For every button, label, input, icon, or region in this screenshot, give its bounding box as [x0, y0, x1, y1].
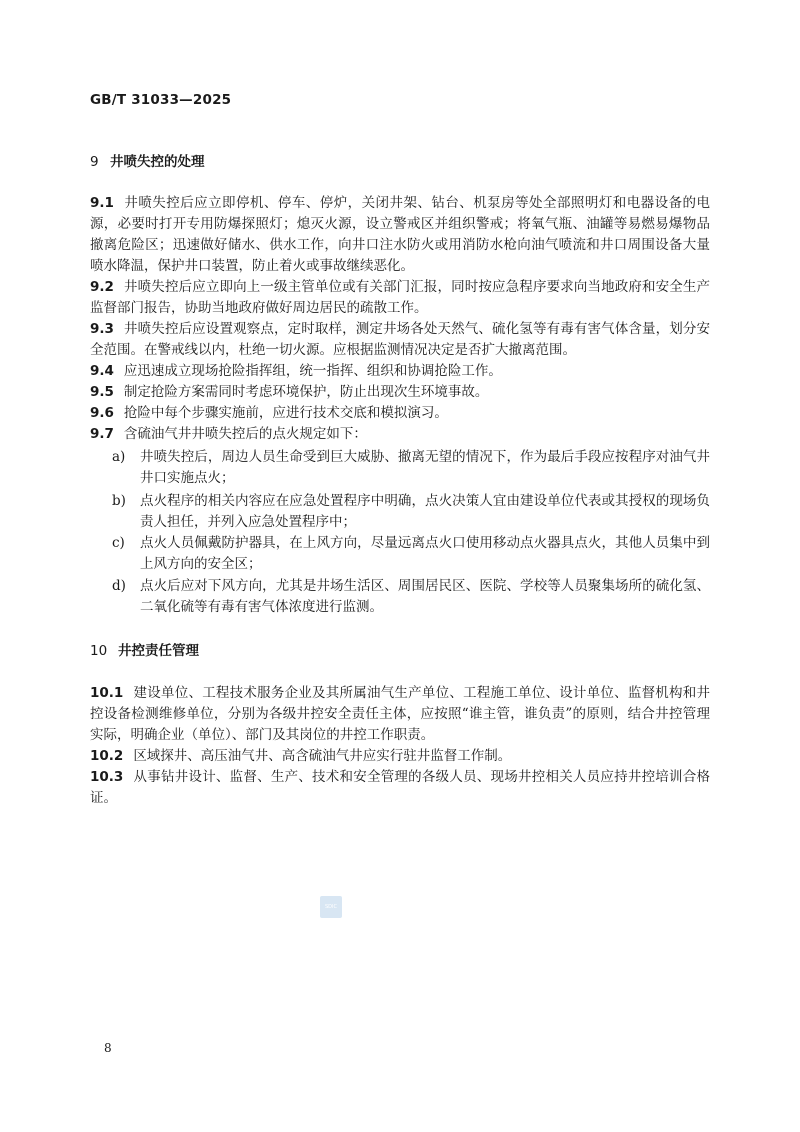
section-title: 井控责任管理	[118, 643, 199, 659]
clause-number: 9.2	[90, 279, 114, 295]
section-10-heading	[90, 639, 199, 659]
clause-text: 从事钻井设计、监督、生产、技术和安全管理的各级人员、现场井控相关人员应持井控培训合格证。	[90, 769, 710, 806]
clause-number: 9.3	[90, 321, 114, 337]
standard-code: GB/T 31033—2025	[90, 92, 232, 108]
clause-text: 建设单位、工程技术服务企业及其所属油气生产单位、工程施工单位、设计单位、监督机构和井控设备检测维修单位，分别为各级井控安全责任主体，应按照“谁主管，谁负责”的原则，结合井控管理实际，明确企业（单位）、部门及其岗位的井控工作职责。	[90, 685, 710, 743]
section-number: 10	[90, 643, 108, 659]
clause-9-6	[90, 403, 710, 424]
section-number: 9	[90, 154, 99, 170]
clause-number: 9.7	[90, 426, 114, 442]
clause-text: 井喷失控后应设置观察点，定时取样，测定井场各处天然气、硫化氢等有毒有害气体含量，划分安全范围。在警戒线以内，杜绝一切火源。应根据监测情况决定是否扩大撤离范围。	[90, 321, 710, 358]
watermark-logo: SDIC	[320, 896, 342, 918]
clause-9-5	[90, 382, 710, 403]
clause-text: 区域探井、高压油气井、高含硫油气井应实行驻井监督工作制。	[133, 748, 512, 764]
item-marker: a)	[112, 449, 126, 465]
clause-number: 10.1	[90, 685, 124, 701]
list-item-b	[112, 491, 710, 533]
clause-number: 9.5	[90, 384, 114, 400]
list-item-c	[112, 533, 710, 575]
clause-10-3	[90, 767, 710, 809]
clause-9-2	[90, 277, 710, 319]
clause-text: 含硫油气井井喷失控后的点火规定如下：	[123, 426, 367, 442]
clause-text: 抢险中每个步骤实施前，应进行技术交底和模拟演习。	[123, 405, 448, 421]
page-number: 8	[104, 1041, 112, 1055]
item-text: 点火后应对下风方向，尤其是井场生活区、周围居民区、医院、学校等人员聚集场所的硫化氢、二氧化硫等有毒有害气体浓度进行监测。	[140, 578, 710, 615]
section-9-heading	[90, 150, 205, 170]
clause-text: 井喷失控后应立即停机、停车、停炉，关闭井架、钻台、机泵房等处全部照明灯和电器设备的电源，必要时打开专用防爆探照灯；熄灭火源，设立警戒区并组织警戒；将氧气瓶、油罐等易燃易爆物品撤离危险区；迅速做好储水、供水工作，向井口注水防火或用消防水枪向油气喷流和井口周围设备大量喷水降温，保护井口装置，防止着火或事故继续恶化。	[90, 195, 710, 274]
clause-9-4	[90, 361, 710, 382]
clause-number: 9.6	[90, 405, 114, 421]
list-item-a	[112, 447, 710, 489]
clause-10-1	[90, 683, 710, 746]
clause-number: 10.3	[90, 769, 124, 785]
clause-number: 9.1	[90, 195, 114, 211]
clause-9-3	[90, 319, 710, 361]
item-text: 点火程序的相关内容应在应急处置程序中明确，点火决策人宜由建设单位代表或其授权的现场负责人担任，并列入应急处置程序中；	[140, 493, 710, 530]
clause-9-1	[90, 193, 710, 277]
clause-text: 井喷失控后应立即向上一级主管单位或有关部门汇报，同时按应急程序要求向当地政府和安全生产监督部门报告，协助当地政府做好周边居民的疏散工作。	[90, 279, 710, 316]
clause-number: 9.4	[90, 363, 114, 379]
clause-text: 制定抢险方案需同时考虑环境保护，防止出现次生环境事故。	[123, 384, 489, 400]
clause-10-2	[90, 746, 710, 767]
item-marker: d)	[112, 578, 126, 594]
item-text: 点火人员佩戴防护器具，在上风方向，尽量远离点火口使用移动点火器具点火，其他人员集中到上风方向的安全区；	[140, 535, 710, 572]
item-marker: b)	[112, 493, 126, 509]
clause-number: 10.2	[90, 748, 124, 764]
clause-9-7	[90, 424, 710, 445]
list-item-d	[112, 576, 710, 618]
item-text: 井喷失控后，周边人员生命受到巨大威胁、撤离无望的情况下，作为最后手段应按程序对油气井井口实施点火；	[140, 449, 710, 486]
item-marker: c)	[112, 535, 125, 551]
section-title: 井喷失控的处理	[110, 154, 205, 170]
clause-text: 应迅速成立现场抢险指挥组，统一指挥、组织和协调抢险工作。	[123, 363, 502, 379]
